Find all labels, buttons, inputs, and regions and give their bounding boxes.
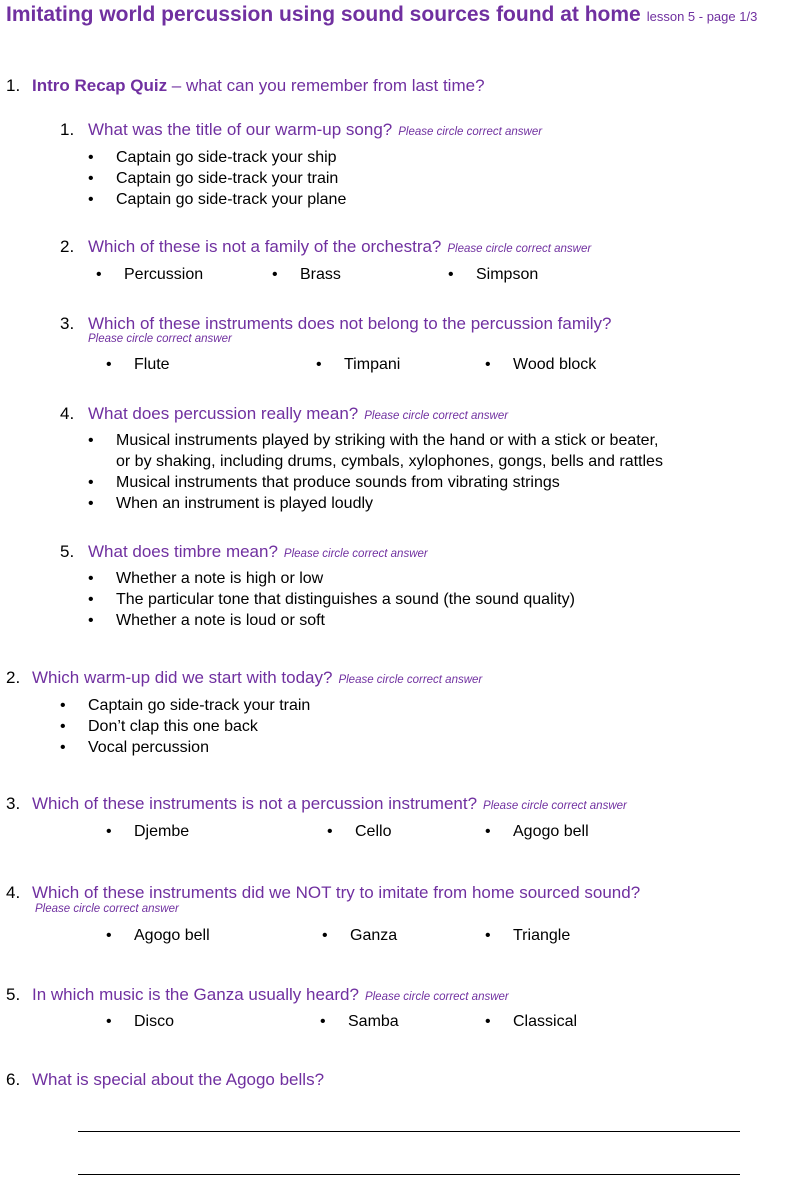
q4-number: 4. [6,883,21,902]
q1-bold-label: Intro Recap Quiz [32,76,168,95]
q3-question [32,794,627,814]
q1-4-option-3[interactable]: • When an instrument is played loudly [116,495,373,513]
q1-heading [32,76,485,96]
q1-1-option-2[interactable]: • Captain go side-track your train [116,170,338,188]
q5-hint: Please circle correct answer [364,991,509,1003]
q1-number: 1. [6,76,21,95]
q5-option-2[interactable]: • Samba [348,1013,399,1031]
q4-option-2[interactable]: • Ganza [350,927,397,945]
q1-5-option-3[interactable]: • Whether a note is loud or soft [116,612,325,630]
q4-option-1[interactable]: • Agogo bell [134,927,210,945]
q1-5-question [88,542,428,562]
q1-4-option-1-continued[interactable]: or by shaking, including drums, cymbals, xylophones, gongs, bells and rattles [116,453,663,470]
q2-number: 2. [6,668,21,687]
q1-3-option-1[interactable]: • Flute [134,356,170,374]
q1-text: – what can you remember from last time? [167,76,485,95]
q1-3-hint: Please circle correct answer [88,333,232,345]
q4-text: Which of these instruments did we NOT try to imitate from home sourced sound? [32,883,641,902]
q1-3-text: Which of these instruments does not belong to the percussion family? [88,314,612,333]
q4-option-3[interactable]: • Triangle [513,927,570,945]
q1-4-option-2[interactable]: • Musical instruments that produce sounds from vibrating strings [116,474,560,492]
q5-text: In which music is the Ganza usually heard? [32,985,359,1004]
q1-3-option-2[interactable]: • Timpani [344,356,400,374]
q1-4-text: What does percussion really mean? [88,404,359,423]
q1-2-option-1[interactable]: • Percussion [124,266,203,284]
q6-text: What is special about the Agogo bells? [32,1070,325,1089]
q1-2-text: Which of these is not a family of the orchestra? [88,237,442,256]
q2-hint: Please circle correct answer [338,674,483,686]
q1-5-number: 5. [60,542,75,561]
q3-text: Which of these instruments is not a percussion instrument? [32,794,478,813]
q1-5-hint: Please circle correct answer [283,548,428,560]
q1-1-number: 1. [60,120,75,139]
q1-1-hint: Please circle correct answer [398,126,543,138]
q1-1-option-1[interactable]: • Captain go side-track your ship [116,149,337,167]
q1-1-question [88,120,542,140]
q3-option-1[interactable]: • Djembe [134,823,189,841]
q1-2-option-3[interactable]: • Simpson [476,266,538,284]
q5-number: 5. [6,985,21,1004]
q1-4-option-1[interactable]: • Musical instruments played by striking with the hand or with a stick or beater, [116,432,658,450]
q2-option-2[interactable]: • Don’t clap this one back [88,718,258,736]
q1-3-option-3[interactable]: • Wood block [513,356,596,374]
q1-4-question [88,404,508,424]
q1-2-hint: Please circle correct answer [447,243,592,255]
q5-option-1[interactable]: • Disco [134,1013,174,1031]
q1-4-hint: Please circle correct answer [364,410,509,422]
q1-3-number: 3. [60,314,75,333]
q1-2-option-2[interactable]: • Brass [300,266,341,284]
answer-line-2[interactable] [78,1174,740,1175]
q1-2-question [88,237,591,257]
q5-option-3[interactable]: • Classical [513,1013,577,1031]
page-title [6,3,757,27]
q1-4-number: 4. [60,404,75,423]
q2-text: Which warm-up did we start with today? [32,668,333,687]
q2-option-3[interactable]: • Vocal percussion [88,739,209,757]
page-indicator: lesson 5 - page 1/3 [646,9,758,24]
q5-question [32,985,509,1005]
q3-hint: Please circle correct answer [483,800,627,812]
q3-option-3[interactable]: • Agogo bell [513,823,589,841]
worksheet-title: Imitating world percussion using sound sources found at home [6,3,641,26]
q3-number: 3. [6,794,21,813]
q2-option-1[interactable]: • Captain go side-track your train [88,697,310,715]
q3-option-2[interactable]: • Cello [355,823,391,841]
q4-hint: Please circle correct answer [35,903,179,915]
q1-5-text: What does timbre mean? [88,542,278,561]
q1-5-option-1[interactable]: • Whether a note is high or low [116,570,323,588]
q1-5-option-2[interactable]: • The particular tone that distinguishes a sound (the sound quality) [116,591,575,609]
q1-2-number: 2. [60,237,75,256]
answer-line-1[interactable] [78,1131,740,1132]
q2-question [32,668,482,688]
q6-number: 6. [6,1070,21,1089]
q1-1-text: What was the title of our warm-up song? [88,120,393,139]
q1-1-option-3[interactable]: • Captain go side-track your plane [116,191,346,209]
